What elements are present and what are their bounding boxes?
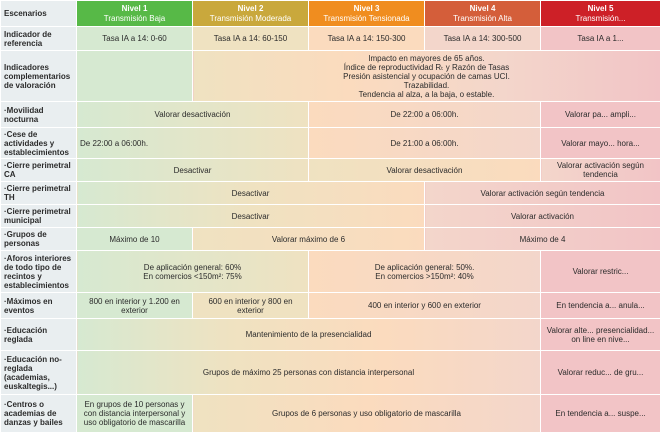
- table-cell: Valorar activación: [425, 205, 661, 228]
- aforos-comercio-1: En comercios <150m²: 75%: [143, 271, 242, 281]
- table-cell: De 22:00 a 06:00h.: [309, 102, 541, 128]
- aforos-general-2: De aplicación general: 50%.: [374, 262, 475, 272]
- table-cell: Valorar restric...: [541, 251, 661, 293]
- table-cell: Desactivar: [77, 159, 309, 182]
- level-4-label: Transmisión Alta: [453, 13, 512, 23]
- table-row: [1, 51, 661, 102]
- table-cell: Valorar máximo de 6: [193, 228, 425, 251]
- table-cell: Tasa IA a 14: 150-300: [309, 27, 425, 51]
- table-cell: En tendencia a... suspe...: [541, 395, 661, 433]
- level-1-name: Nivel 1: [121, 3, 148, 13]
- table-cell: 800 en interior y 1.200 en exterior: [77, 293, 193, 319]
- row-label: ·Movilidad nocturna: [1, 102, 77, 128]
- row-label: ·Cierre perimetral municipal: [1, 205, 77, 228]
- table-cell: De 22:00 a 06:00h.: [77, 128, 309, 159]
- level-4-name: Nivel 4: [469, 3, 496, 13]
- table-cell: Valorar mayo... hora...: [541, 128, 661, 159]
- table-cell: [77, 251, 309, 293]
- table-cell: Valorar activación según tendencia: [541, 159, 661, 182]
- row-label: ·Cese de actividades y establecimientos: [1, 128, 77, 159]
- table-cell: Valorar desactivación: [309, 159, 541, 182]
- row-label: ·Grupos de personas: [1, 228, 77, 251]
- escenarios-label: Escenarios: [4, 8, 47, 18]
- table-row: [1, 102, 661, 128]
- header-row: [1, 1, 661, 27]
- table-row: [1, 27, 661, 51]
- level-2-label: Transmisión Moderada: [209, 13, 292, 23]
- table-cell: De 21:00 a 06:00h.: [309, 128, 541, 159]
- table-cell: Tasa IA a 14: 0-60: [77, 27, 193, 51]
- level-3-header: [309, 1, 425, 27]
- table-cell: Desactivar: [77, 205, 425, 228]
- level-3-label: Transmisión Tensionada: [323, 13, 410, 23]
- table-cell: Mantenimiento de la presencialidad: [77, 319, 541, 351]
- row-label: ·Educación no-reglada (academias, euskaltegis...): [1, 351, 77, 395]
- aforos-comercio-2: En comercios >150m²: 40%: [375, 271, 474, 281]
- row-label: ·Aforos interiores de todo tipo de recintos y establecimientos: [1, 251, 77, 293]
- table-row: [1, 395, 661, 433]
- table-cell: 400 en interior y 600 en exterior: [309, 293, 541, 319]
- table-cell: 600 en interior y 800 en exterior: [193, 293, 309, 319]
- level-4-header: [425, 1, 541, 27]
- table-cell: Valorar pa... ampli...: [541, 102, 661, 128]
- level-3-name: Nivel 3: [353, 3, 380, 13]
- level-2-header: [193, 1, 309, 27]
- table-row: [1, 159, 661, 182]
- level-5-header: [541, 1, 661, 27]
- table-cell: En grupos de 10 personas y con distancia interpersonal y uso obligatorio de mascarilla: [77, 395, 193, 433]
- table-cell: Grupos de 6 personas y uso obligatorio de mascarilla: [193, 395, 541, 433]
- table-row: [1, 319, 661, 351]
- level-1-header: [77, 1, 193, 27]
- row-label: Indicador de referencia: [1, 27, 77, 51]
- table-cell: Máximo de 10: [77, 228, 193, 251]
- table-cell: [309, 251, 541, 293]
- level-1-label: Transmisión Baja: [103, 13, 166, 23]
- level-5-label: Transmisión...: [575, 13, 626, 23]
- table-cell: Máximo de 4: [425, 228, 661, 251]
- table-cell: Valorar reduc... de gru...: [541, 351, 661, 395]
- table-cell: Tasa IA a 14: 60-150: [193, 27, 309, 51]
- table-cell: En tendencia a... anula...: [541, 293, 661, 319]
- table-row: [1, 182, 661, 205]
- table-row: [1, 251, 661, 293]
- row-label: Indicadores complementarios de valoración: [1, 51, 77, 102]
- table-cell: Valorar alte... presencialidad... on line en nive...: [541, 319, 661, 351]
- table-cell: Desactivar: [77, 182, 425, 205]
- table-row: [1, 205, 661, 228]
- row-label: ·Cierre perimetral CA: [1, 159, 77, 182]
- table-cell: Valorar activación según tendencia: [425, 182, 661, 205]
- table-cell: Tasa IA a 1...: [541, 27, 661, 51]
- level-2-name: Nivel 2: [237, 3, 264, 13]
- table-cell: Impacto en mayores de 65 años. Índice de reproductividad Rₜ y Razón de Tasas Presión asistencial y ocupación de camas UCI. Trazabilidad. Tendencia al alza, a la baja, o estable.: [193, 51, 661, 102]
- row-label: ·Centros o academias de danzas y bailes: [1, 395, 77, 433]
- row-label: ·Cierre perimetral TH: [1, 182, 77, 205]
- table-row: [1, 228, 661, 251]
- level-5-name: Nivel 5: [587, 3, 614, 13]
- table-cell: Tasa IA a 14: 300-500: [425, 27, 541, 51]
- escenarios-header: [1, 1, 77, 27]
- table-cell: Valorar desactivación: [77, 102, 309, 128]
- table-row: [1, 351, 661, 395]
- aforos-general-1: De aplicación general: 60%: [143, 262, 242, 272]
- row-label: ·Máximos en eventos: [1, 293, 77, 319]
- table-row: [1, 128, 661, 159]
- row-label: ·Educación reglada: [1, 319, 77, 351]
- table-row: [1, 293, 661, 319]
- table-cell: Grupos de máximo 25 personas con distancia interpersonal: [77, 351, 541, 395]
